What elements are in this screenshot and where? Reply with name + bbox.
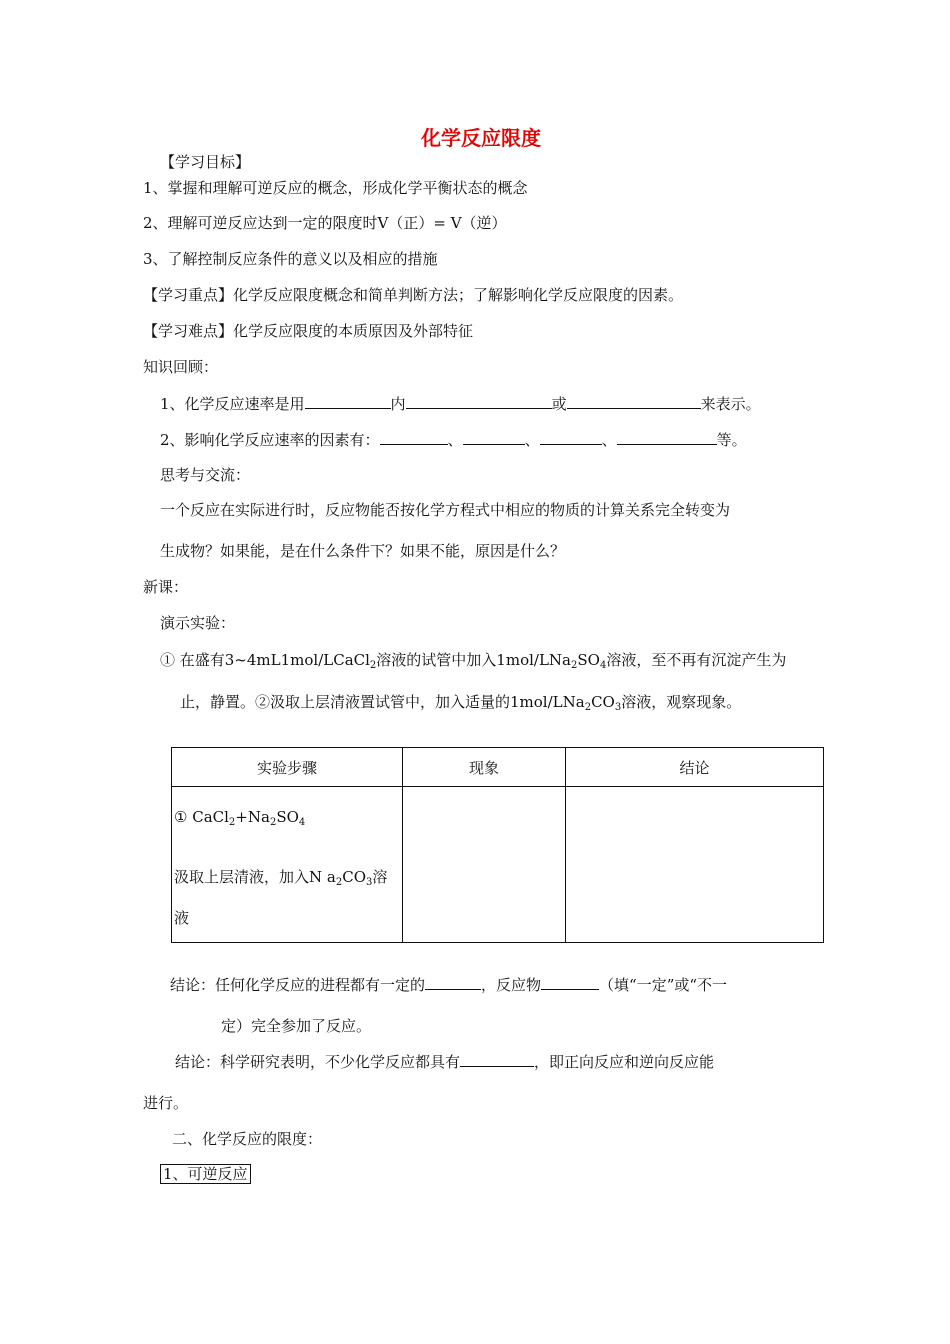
phenomenon-cell[interactable]	[403, 787, 566, 943]
answer-blank[interactable]	[406, 393, 552, 409]
subscript: 2	[570, 660, 578, 671]
answer-blank[interactable]	[425, 974, 481, 990]
think-line-1: 一个反应在实际进行时，反应物能否按化学方程式中相应的物质的计算关系完全转变为	[160, 501, 731, 519]
step-1	[174, 807, 305, 833]
answer-blank[interactable]	[541, 974, 599, 990]
demo-text: 溶液，至不再有沉淀产生为	[606, 651, 787, 669]
subscript: 2	[335, 877, 343, 888]
steps-cell	[172, 787, 403, 943]
answer-blank[interactable]	[617, 429, 717, 445]
conclusion-cell[interactable]	[566, 787, 824, 943]
subscript: 2	[369, 660, 377, 671]
review-heading: 知识回顾：	[143, 358, 219, 376]
section-2-heading: 二、化学反应的限度：	[172, 1130, 323, 1148]
table-row	[172, 787, 824, 943]
think-heading: 思考与交流：	[160, 466, 251, 484]
q2-text-a: 2、影响化学反应速率的因素有：	[160, 431, 380, 449]
subscript: 4	[298, 817, 306, 828]
objective-item-2: 2、理解可逆反应达到一定的限度时V（正）= V（逆）	[143, 214, 507, 232]
step-text: SO	[276, 808, 299, 826]
difficulty: 【学习难点】化学反应限度的本质原因及外部特征	[143, 322, 474, 340]
review-question-1	[160, 393, 761, 414]
demo-text: SO	[577, 651, 600, 669]
answer-blank[interactable]	[567, 393, 701, 409]
conclusion-text: 结论：科学研究表明，不少化学反应都具有	[175, 1053, 461, 1071]
subscript: 3	[614, 702, 622, 713]
objective-item-3: 3、了解控制反应条件的意义以及相应的措施	[143, 250, 438, 268]
q1-text-d: 来表示。	[700, 395, 761, 413]
experiment-table	[171, 747, 824, 943]
subscript: 3	[366, 877, 373, 888]
objective-item-1: 1、掌握和理解可逆反应的概念，形成化学平衡状态的概念	[143, 179, 528, 197]
step-text: 溶	[372, 868, 388, 886]
demo-line-2	[180, 692, 741, 718]
conclusion-text: （填“一定”或“不一	[599, 976, 728, 994]
answer-blank[interactable]	[460, 1051, 534, 1067]
objectives-heading: 【学习目标】	[160, 153, 251, 171]
header-phenomenon: 现象	[403, 748, 566, 787]
conclusion-1-cont: 定）完全参加了反应。	[221, 1017, 372, 1035]
step-2	[174, 867, 387, 893]
subscript: 2	[584, 702, 592, 713]
conclusion-1	[170, 974, 727, 995]
conclusion-2	[175, 1051, 714, 1072]
demo-text: ① 在盛有3~4mL1mol/LCaCl	[160, 651, 370, 669]
step-2-cont: 液	[174, 909, 190, 927]
demo-text: 止，静置。②汲取上层清液置试管中，加入适量的1mol/LNa	[180, 693, 585, 711]
conclusion-text: 结论：任何化学反应的进程都有一定的	[170, 976, 426, 994]
subscript: 4	[599, 660, 607, 671]
review-question-2	[160, 429, 747, 450]
answer-blank[interactable]	[305, 393, 391, 409]
q2-separator: 、	[524, 431, 540, 449]
step-text: 汲取上层清液，加入N a	[174, 868, 336, 886]
step-text: ① CaCl	[174, 808, 229, 826]
key-point: 【学习重点】化学反应限度概念和简单判断方法；了解影响化学反应限度的因素。	[143, 286, 684, 304]
q2-separator: 、	[447, 431, 463, 449]
step-text: CO	[342, 868, 366, 886]
conclusion-text: ，反应物	[481, 976, 542, 994]
q2-text-end: 等。	[716, 431, 747, 449]
demo-text: 溶液，观察现象。	[621, 693, 742, 711]
subscript: 2	[269, 817, 277, 828]
answer-blank[interactable]	[380, 429, 448, 445]
page-title: 化学反应限度	[421, 126, 541, 150]
demo-text: 溶液的试管中加入1mol/LNa	[376, 651, 571, 669]
demo-text: CO	[591, 693, 615, 711]
conclusion-text: ，即正向反应和逆向反应能	[534, 1053, 715, 1071]
think-line-2: 生成物？如果能，是在什么条件下？如果不能，原因是什么？	[160, 542, 566, 560]
step-text: +Na	[235, 808, 270, 826]
q1-text-a: 1、化学反应速率是用	[160, 395, 305, 413]
q2-separator: 、	[601, 431, 617, 449]
new-lesson-heading: 新课：	[143, 578, 189, 596]
conclusion-2-cont: 进行。	[143, 1094, 189, 1112]
demo-heading: 演示实验：	[160, 614, 236, 632]
q1-text-b: 内	[390, 395, 406, 413]
reversible-reaction-heading	[160, 1164, 251, 1184]
table-header-row	[172, 748, 824, 787]
answer-blank[interactable]	[540, 429, 602, 445]
header-steps: 实验步骤	[172, 748, 403, 787]
answer-blank[interactable]	[463, 429, 525, 445]
demo-line-1	[160, 650, 786, 676]
boxed-label: 1、可逆反应	[160, 1164, 251, 1184]
q1-text-c: 或	[551, 395, 567, 413]
header-conclusion: 结论	[566, 748, 824, 787]
subscript: 2	[228, 817, 236, 828]
